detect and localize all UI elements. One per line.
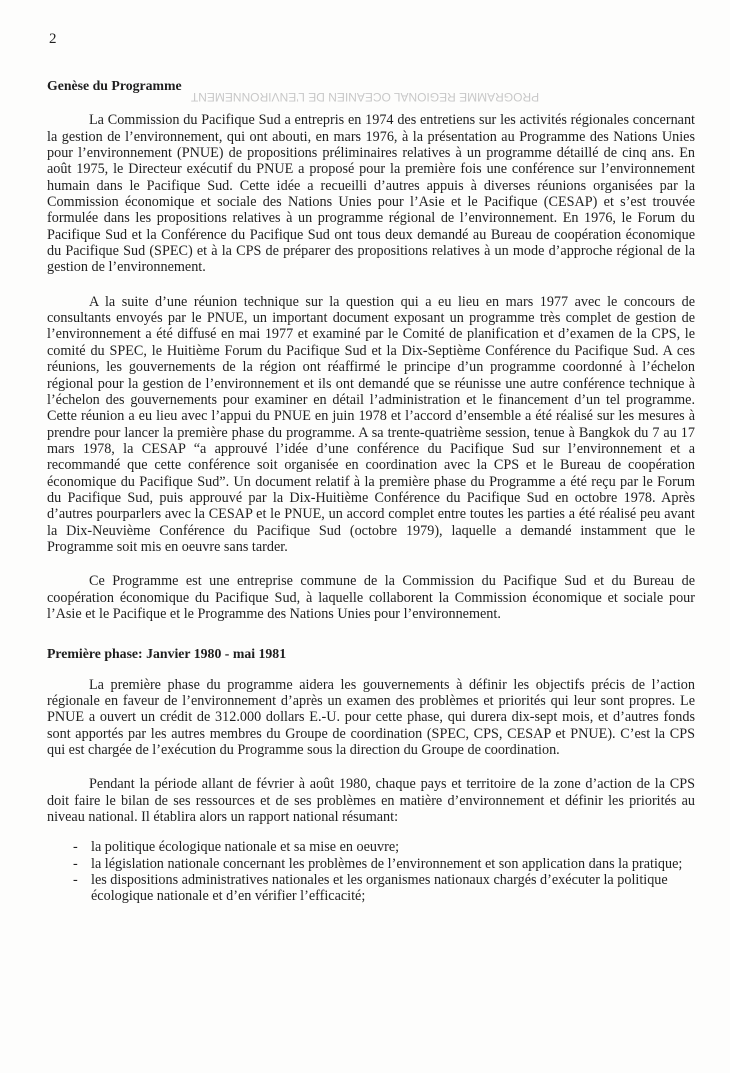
paragraph-phase-2: Pendant la période allant de février à août 1980, chaque pays et territoire de la zone d’action de la CPS doit faire le bilan de ses ressources et de ses problèmes en matière d’environnement et définir les priorités au niveau national. Il établira alors un rapport national résumant: — [47, 776, 695, 826]
list-item-text: la politique écologique nationale et sa mise en oeuvre; — [91, 839, 400, 856]
list-dash: - — [73, 872, 78, 889]
mirrored-title: PROGRAMME REGIONAL OCEANIEN DE L’ENVIRONNEMENT — [190, 90, 540, 104]
section-heading-premiere-phase: Première phase: Janvier 1980 - mai 1981 — [47, 646, 287, 662]
paragraph-phase-1: La première phase du programme aidera les gouvernements à définir les objectifs précis de l’action régionale en faveur de l’environnement d’après un examen des problèmes et priorités qui leur sont propres. Le PNUE a ouvert un crédit de 312.000 dollars E.-U. pour cette phase, qui durera dix-sept mois, et d’autres fonds sont apportés par les autres membres du Groupe de coordination (SPEC, CPS, CESAP et PNUE). C’est la CPS qui est chargée de l’exécution du Programme sous la direction du Groupe de coordination. — [47, 676, 695, 759]
list-item — [73, 855, 695, 872]
list-item-text: les dispositions administratives nationales et les organismes nationaux chargés d’exécuter la politique écologique nationale et d’en vérifier l’efficacité; — [91, 872, 668, 905]
paragraph-genese-1: La Commission du Pacifique Sud a entrepris en 1974 des entretiens sur les activités régionales concernant la gestion de l’environnement, qui ont abouti, en mars 1976, à la présentation au Programme des Nations Unies pour l’environnement (PNUE) de propositions préliminaires relatives à un programme détaillé de cinq ans. En août 1975, le Directeur exécutif du PNUE a proposé pour la première fois une conférence sur l’environnement humain dans le Pacifique Sud. Cette idée a recueilli d’autres appuis à diverses réunions organisées par la Commission économique et sociale des Nations Unies pour l’Asie et le Pacifique (CESAP) et s’est trouvée formulée dans les propositions relatives à un programme régional de l’environnement. En 1976, le Forum du Pacifique Sud et la Conférence du Pacifique Sud ont tous deux demandé au Bureau de coopération économique du Pacifique Sud (SPEC) et à la CPS de préparer des propositions relatives à un mode d’approche régional de la gestion de l’environnement. — [47, 112, 695, 276]
paragraph-genese-3: Ce Programme est une entreprise commune de la Commission du Pacifique Sud et du Bureau de coopération économique du Pacifique Sud, à laquelle collaborent la Commission économique et sociale pour l’Asie et le Pacifique et le Programme des Nations Unies pour l’environnement. — [47, 573, 695, 622]
list-dash: - — [73, 839, 78, 856]
list-item-text: la législation nationale concernant les problèmes de l’environnement et son application dans la pratique; — [91, 855, 683, 872]
summary-list — [73, 839, 695, 905]
document-body — [47, 78, 695, 905]
page-number: 2 — [49, 31, 57, 47]
section-heading-genese: Genèse du Programme — [47, 78, 182, 93]
list-dash: - — [73, 855, 78, 872]
list-item — [73, 872, 695, 905]
paragraph-genese-2: A la suite d’une réunion technique sur la question qui a eu lieu en mars 1977 avec le concours de consultants envoyés par le PNUE, un important document exposant un programme très complet de gestion de l’environnement a été diffusé en mai 1977 et examiné par le Comité de planification et d’examen de la CPS, le comité du SPEC, le Huitième Forum du Pacifique Sud et la Dix-Septième Conférence du Pacifique Sud. A ces réunions, les gouvernements de la région ont réaffirmé le principe d’un programme coordonné à l’échelon régional pour la gestion de l’environnement et ils ont demandé que se réunisse une autre conférence technique à l’échelon des gouvernements pour examiner en détail l’administration et le financement d’un tel programme. Cette réunion a eu lieu avec l’appui du PNUE en juin 1978 et l’accord d’ensemble a été réalisé sur les mesures à prendre pour lancer la première phase du programme. A sa trente-quatrième session, tenue à Bangkok du 7 au 17 mars 1978, la CESAP “a approuvé l’idée d’une conférence du Pacifique Sud sur l’environnement et a recommandé que cette conférence soit organisée en coordination avec la CPS et le Bureau de coopération économique du Pacifique Sud”. Un document relatif à la première phase du Programme a été reçu par le Forum du Pacifique Sud, puis approuvé par la Dix-Huitième Conférence du Pacifique Sud en octobre 1978. Après d’autres pourparlers avec la CESAP et le PNUE, un accord complet entre toutes les parties a été réalisé peu avant la Dix-Neuvième Conférence du Pacifique Sud (octobre 1979), laquelle a demandé instamment que le Programme soit mis en oeuvre sans tarder. — [47, 293, 695, 555]
list-item — [73, 839, 695, 856]
